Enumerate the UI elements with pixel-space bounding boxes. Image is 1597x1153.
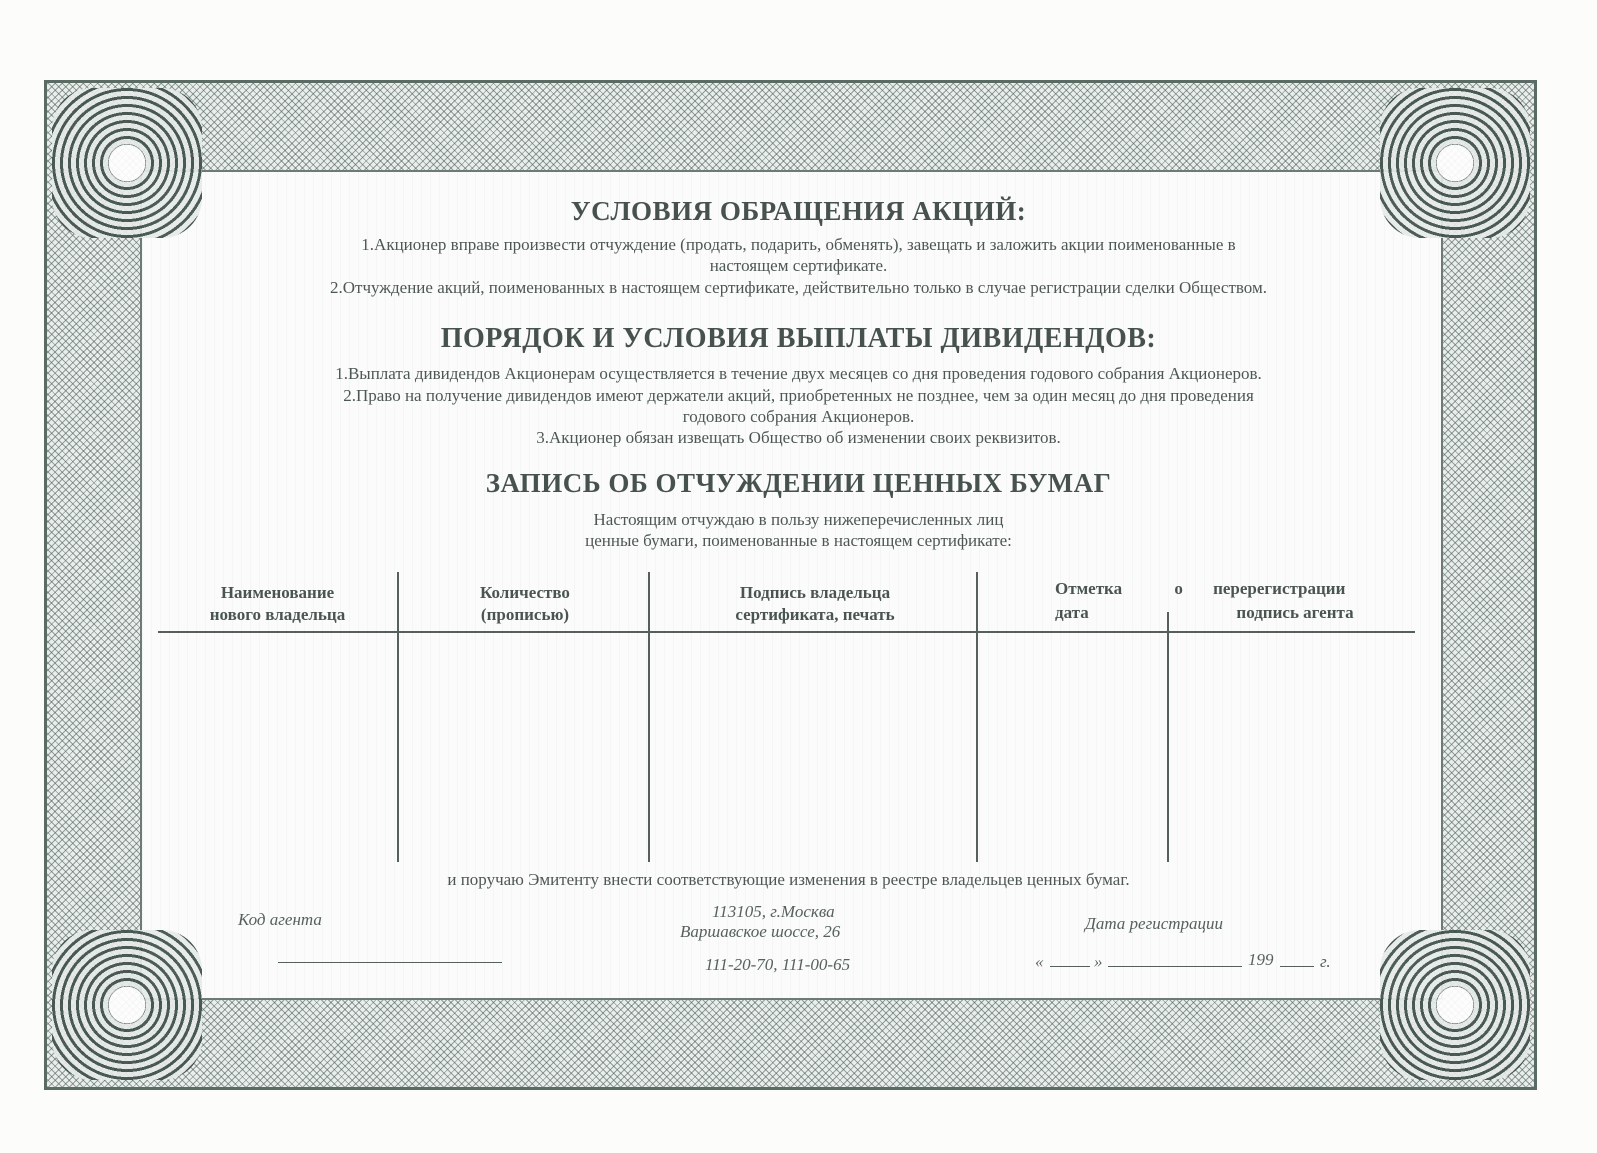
col-header-reregistration-word: перерегистрации [1213, 579, 1346, 598]
col-header-date: дата [1055, 603, 1089, 622]
col-header-new-owner-line2: нового владельца [209, 605, 346, 624]
agent-code-line [278, 962, 502, 963]
col-header-quantity-line1: Количество [480, 583, 570, 602]
col-header-signature [655, 582, 975, 626]
col-header-quantity-line2: (прописью) [480, 605, 570, 624]
table-col-divider-2 [648, 572, 650, 862]
date-day-line [1050, 966, 1090, 967]
section2-title: ПОРЯДОК И УСЛОВИЯ ВЫПЛАТЫ ДИВИДЕНДОВ: [440, 323, 1157, 354]
col-header-mark: Отметка [1055, 579, 1123, 598]
col-header-reregistration [1055, 578, 1375, 600]
section1-line1: 1.Акционер вправе произвести отчуждение (продать, подарить, обменять), завещать и заложить акции поименованные в [361, 235, 1236, 254]
section2-line3: 3.Акционер обязан извещать Общество об изменении своих реквизитов. [536, 428, 1061, 447]
section3-intro2: ценные бумаги, поименованные в настоящем сертификате: [585, 531, 1012, 550]
section1-line2: 2.Отчуждение акций, поименованных в настоящем сертификате, действительно только в случае регистрации сделки Обществом. [329, 278, 1267, 297]
date-year: 199 [1248, 950, 1274, 969]
section1-title: УСЛОВИЯ ОБРАЩЕНИЯ АКЦИЙ: [570, 196, 1027, 226]
phones: 111-20-70, 111-00-65 [705, 955, 851, 974]
date-close-quote: » [1094, 952, 1103, 971]
col-header-o: о [1174, 579, 1183, 598]
date-year-suffix: г. [1320, 952, 1331, 971]
col-header-signature-line1: Подпись владельца [739, 583, 891, 602]
section2-line1: 1.Выплата дивидендов Акционерам осуществляется в течение двух месяцев со дня проведения годового собрания Акционеров. [335, 364, 1262, 383]
instruction-line: и поручаю Эмитенту внести соответствующие изменения в реестре владельцев ценных бумаг. [447, 870, 1130, 889]
registration-date-label: Дата регистрации [1085, 914, 1224, 933]
col-header-new-owner [160, 582, 395, 626]
section3-intro1: Настоящим отчуждаю в пользу нижеперечисленных лиц [593, 510, 1004, 529]
date-year-line [1280, 966, 1314, 967]
col-header-new-owner-line1: Наименование [220, 583, 335, 602]
table-col-divider-3 [976, 572, 978, 862]
table-col-divider-4 [1167, 612, 1169, 862]
table-header-rule [158, 631, 1415, 633]
address-line2: Варшавское шоссе, 26 [680, 922, 841, 941]
col-header-quantity [400, 582, 650, 626]
section2-line2: 2.Право на получение дивидендов имеют держатели акций, приобретенных не позднее, чем за один месяц до дня проведения [343, 386, 1254, 405]
section1-line1b: настоящем сертификате. [709, 256, 888, 275]
section3-title: ЗАПИСЬ ОБ ОТЧУЖДЕНИИ ЦЕННЫХ БУМАГ [485, 468, 1112, 498]
address-line1: 113105, г.Москва [712, 902, 835, 921]
agent-code-label: Код агента [238, 910, 322, 929]
date-open-quote: « [1035, 952, 1044, 971]
table-col-divider-1 [397, 572, 399, 862]
col-header-agent-signature: подпись агента [1236, 603, 1354, 622]
section2-line2b: годового собрания Акционеров. [682, 407, 915, 426]
col-header-signature-line2: сертификата, печать [735, 605, 895, 624]
date-month-line [1108, 966, 1242, 967]
